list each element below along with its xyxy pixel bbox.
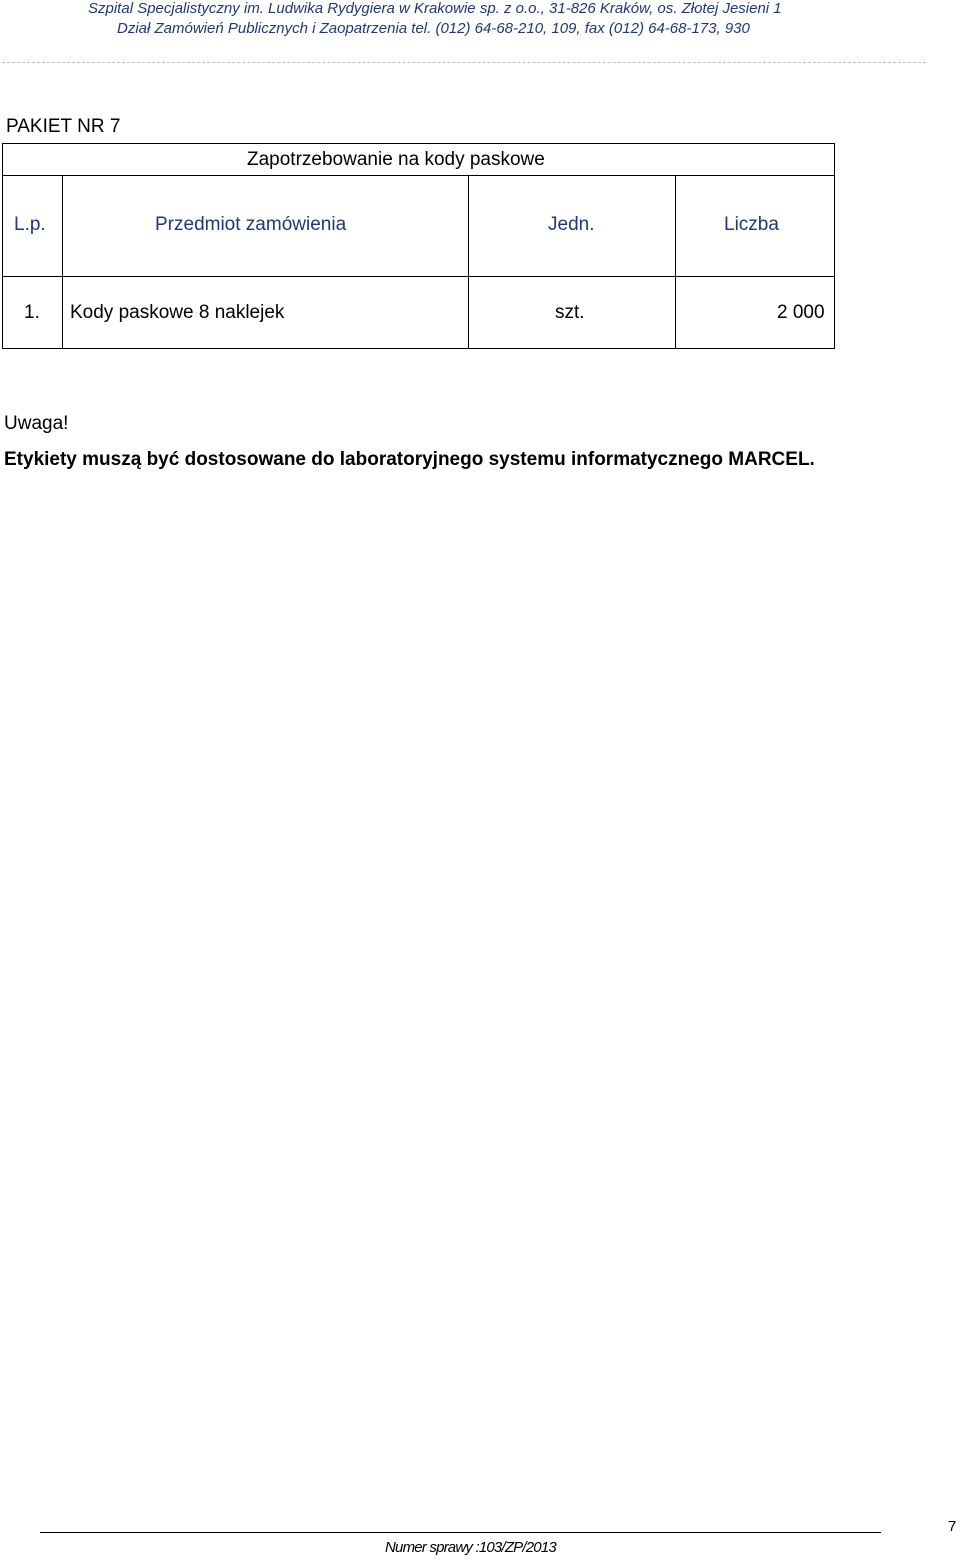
column-divider (468, 175, 469, 348)
requirements-table (2, 143, 835, 349)
table-row-lp: 1. (24, 302, 40, 323)
header-divider (2, 62, 926, 63)
header-department-line: Dział Zamówień Publicznych i Zaopatrzenia tel. (012) 64-68-210, 109, fax (012) 64-68-173, 930 (117, 20, 750, 37)
column-divider (62, 175, 63, 348)
header-address-line: Szpital Specjalistyczny im. Ludwika Rydygiera w Krakowie sp. z o.o., 31-826 Kraków, os. Złotej Jesieni 1 (88, 0, 782, 17)
note-text: Etykiety muszą być dostosowane do laboratoryjnego systemu informatycznego MARCEL. (4, 449, 815, 470)
footer-case-number: Numer sprawy :103/ZP/2013 (385, 1539, 556, 1556)
table-caption: Zapotrzebowanie na kody paskowe (247, 149, 545, 170)
column-header-unit: Jedn. (548, 214, 595, 235)
footer-divider (40, 1532, 881, 1533)
note-title: Uwaga! (4, 413, 69, 434)
table-row-item: Kody paskowe 8 naklejek (70, 302, 285, 323)
page-number: 7 (948, 1518, 957, 1535)
table-row-quantity: 2 000 (777, 302, 825, 323)
row-divider (3, 276, 834, 277)
column-divider (675, 175, 676, 348)
table-row-unit: szt. (555, 302, 585, 323)
column-header-lp: L.p. (14, 214, 46, 235)
column-header-item: Przedmiot zamówienia (155, 214, 347, 235)
column-header-quantity: Liczba (724, 214, 779, 235)
package-title: PAKIET NR 7 (6, 116, 121, 137)
table-caption-row (3, 144, 834, 176)
